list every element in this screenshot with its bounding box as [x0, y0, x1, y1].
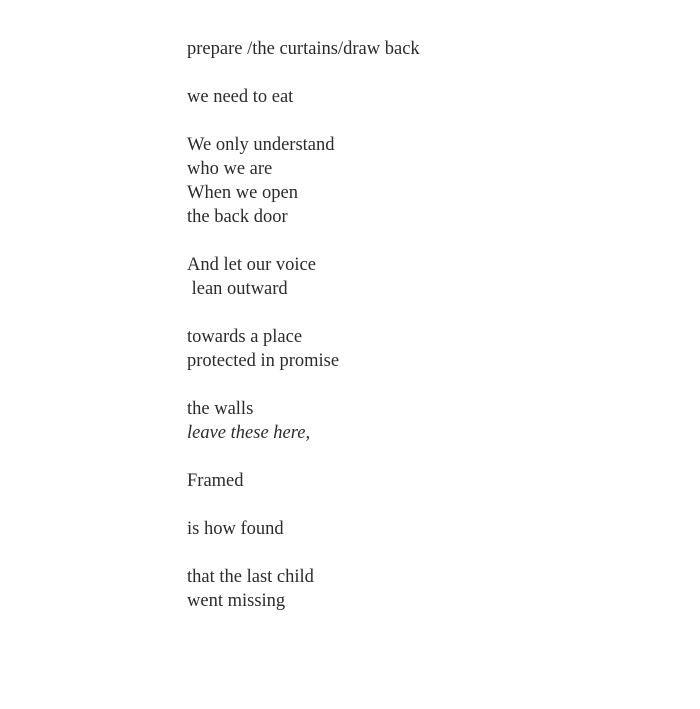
stanza-9 — [187, 565, 667, 613]
stanza-5 — [187, 325, 667, 373]
poem-line: lean outward — [187, 279, 288, 299]
poem-body — [187, 37, 667, 637]
poem-line: the back door — [187, 207, 288, 227]
stanza-4 — [187, 253, 667, 301]
stanza-3 — [187, 133, 667, 229]
poem-line-italic: leave these here, — [187, 423, 311, 443]
poem-line: towards a place — [187, 327, 303, 347]
poem-line: And let our voice — [187, 255, 316, 275]
poem-line: went missing — [187, 591, 286, 611]
poem-line: the walls — [187, 399, 254, 419]
stanza-1 — [187, 37, 667, 61]
stanza-8 — [187, 517, 667, 541]
poem-line: who we are — [187, 159, 273, 179]
stanza-7 — [187, 469, 667, 493]
poem-line: we need to eat — [187, 87, 294, 107]
poem-line: is how found — [187, 519, 284, 539]
poem-line: When we open — [187, 183, 298, 203]
stanza-6 — [187, 397, 667, 445]
poem-line: Framed — [187, 471, 244, 491]
poem-line: prepare /the curtains/draw back — [187, 39, 420, 59]
poem-line: We only understand — [187, 135, 335, 155]
poem-line: that the last child — [187, 567, 314, 587]
poem-line: protected in promise — [187, 351, 340, 371]
stanza-2 — [187, 85, 667, 109]
